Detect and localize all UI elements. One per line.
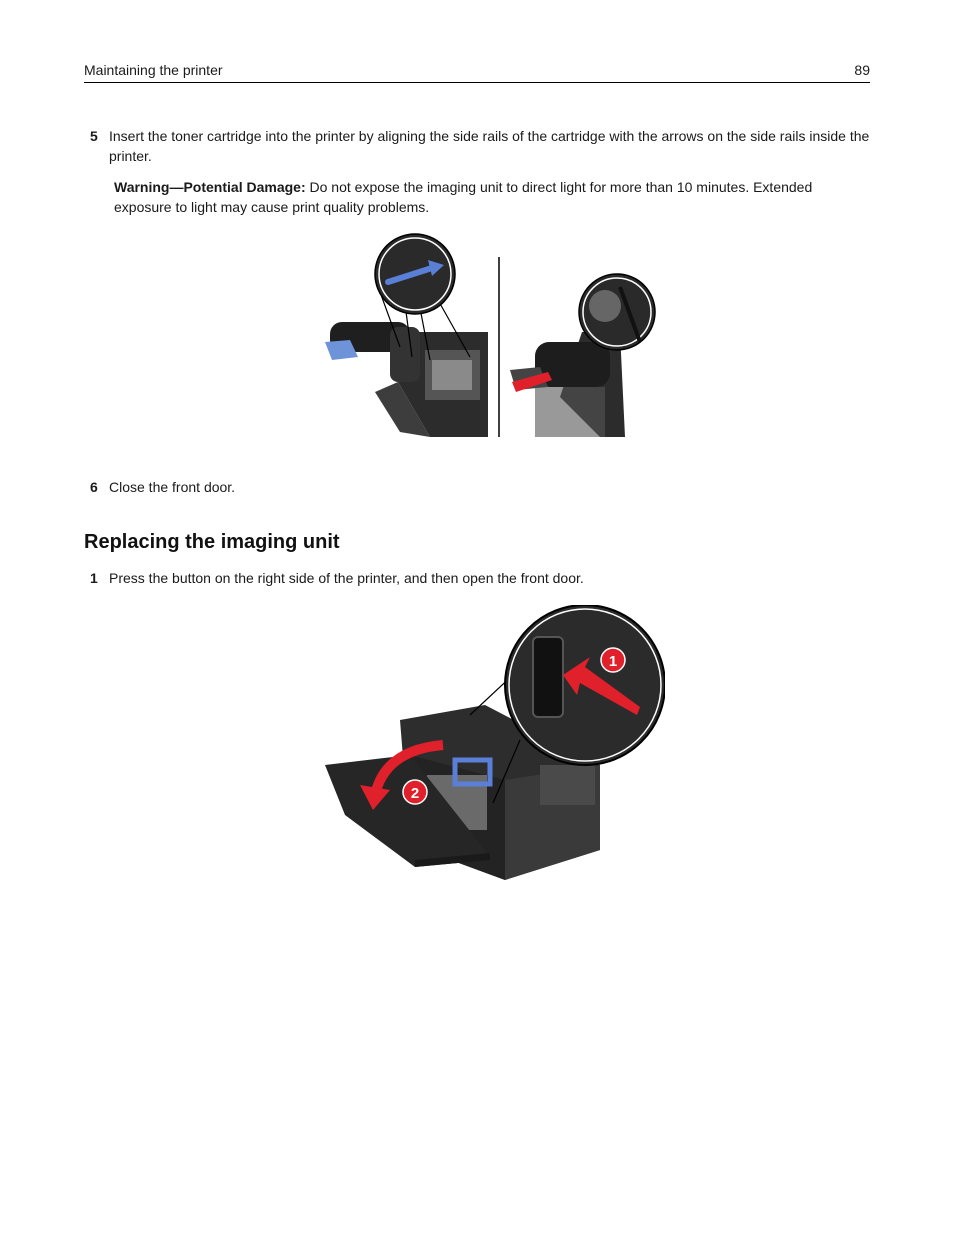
callout-2-label: 2 (410, 785, 420, 802)
header-page-number: 89 (854, 62, 870, 78)
step-6 (84, 477, 874, 497)
callout-2 (403, 780, 427, 804)
section-heading: Replacing the imaging unit (84, 531, 340, 553)
warning-label: Warning—Potential Damage: (114, 179, 306, 195)
step-text: Insert the toner cartridge into the printer by aligning the side rails of the cartridge with the arrows on the side rails inside the printer. (109, 128, 870, 164)
step-number: 1 (90, 570, 98, 586)
warning-text: Do not expose the imaging unit to direct light for more than 10 minutes. Extended exposure to light may cause print quality problems. (114, 179, 813, 215)
figure-open-front-door (315, 605, 665, 935)
step-text: Press the button on the right side of the printer, and then open the front door. (109, 570, 584, 586)
step-text: Close the front door. (109, 479, 236, 495)
page-header (84, 60, 870, 83)
magnifier-arrow-callout (375, 234, 455, 314)
step-5 (84, 126, 874, 166)
header-section-title: Maintaining the printer (84, 62, 223, 78)
section-step-1 (84, 568, 874, 588)
step-number: 6 (90, 479, 98, 495)
warning-note (114, 177, 854, 217)
step-number: 5 (90, 128, 98, 144)
figure-insert-toner (320, 232, 660, 447)
callout-1 (601, 648, 625, 672)
callout-1-label: 1 (608, 653, 618, 670)
magnifier-button-callout (505, 605, 665, 765)
magnifier-rail-callout (579, 274, 655, 350)
